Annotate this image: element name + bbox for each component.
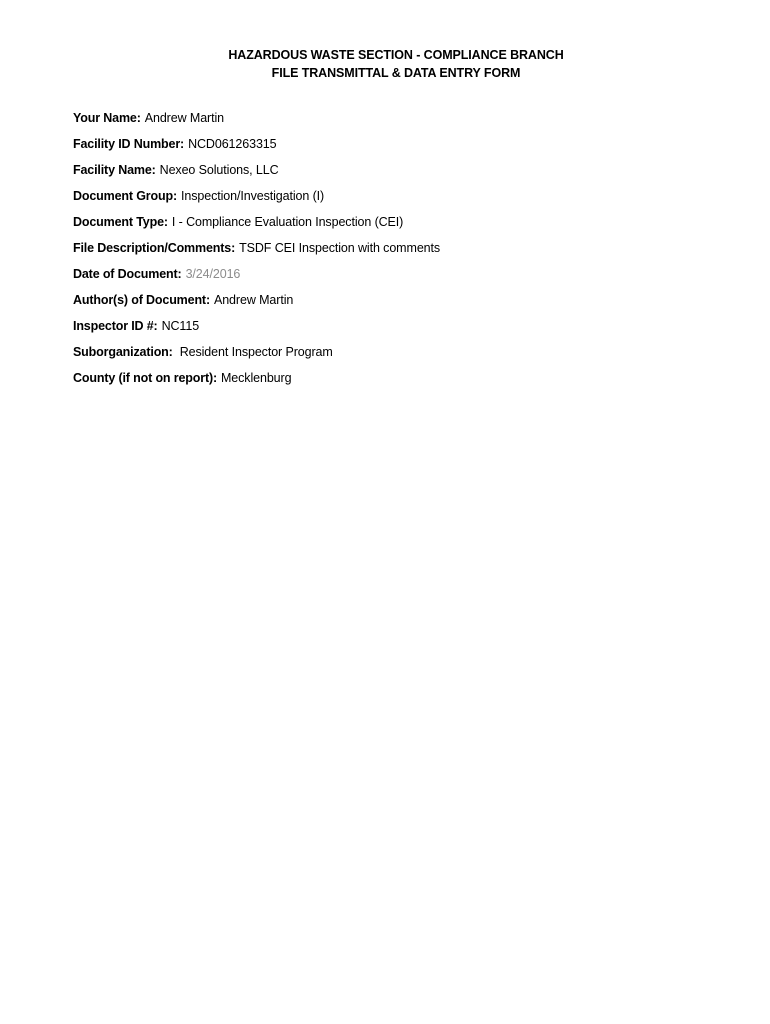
field-label: Date of Document: [73, 267, 182, 281]
field-suborganization [73, 339, 713, 365]
header-title-form: FILE TRANSMITTAL & DATA ENTRY FORM [271, 66, 521, 80]
form-fields [73, 105, 713, 391]
field-label: Suborganization: [73, 345, 173, 359]
field-label: Your Name: [73, 111, 141, 125]
field-county [73, 365, 713, 391]
field-label: Facility Name: [73, 163, 156, 177]
field-label: File Description/Comments: [73, 241, 236, 255]
field-label: Document Type: [73, 215, 168, 229]
field-label: Facility ID Number: [73, 137, 185, 151]
field-date-of-document [73, 261, 713, 287]
field-value: 3/24/2016 [185, 267, 241, 281]
field-value: Andrew Martin [144, 111, 225, 125]
field-value: I - Compliance Evaluation Inspection (CEI) [171, 215, 404, 229]
field-value: Mecklenburg [220, 371, 292, 385]
field-file-description [73, 235, 713, 261]
field-facility-name [73, 157, 713, 183]
field-document-group [73, 183, 713, 209]
field-value: NC115 [161, 319, 200, 333]
field-label: Inspector ID #: [73, 319, 158, 333]
field-facility-id [73, 131, 713, 157]
field-inspector-id [73, 313, 713, 339]
field-label: County (if not on report): [73, 371, 217, 385]
field-your-name [73, 105, 713, 131]
field-label: Author(s) of Document: [73, 293, 210, 307]
field-value: Resident Inspector Program [179, 345, 333, 359]
header-title-section: HAZARDOUS WASTE SECTION - COMPLIANCE BRANCH [228, 48, 564, 62]
field-document-type [73, 209, 713, 235]
field-value: Andrew Martin [213, 293, 294, 307]
field-value: Inspection/Investigation (I) [181, 189, 325, 203]
field-authors [73, 287, 713, 313]
field-value: TSDF CEI Inspection with comments [239, 241, 441, 255]
field-value: Nexeo Solutions, LLC [159, 163, 279, 177]
field-value: NCD061263315 [188, 137, 277, 151]
form-header [0, 46, 770, 82]
field-label: Document Group: [73, 189, 177, 203]
